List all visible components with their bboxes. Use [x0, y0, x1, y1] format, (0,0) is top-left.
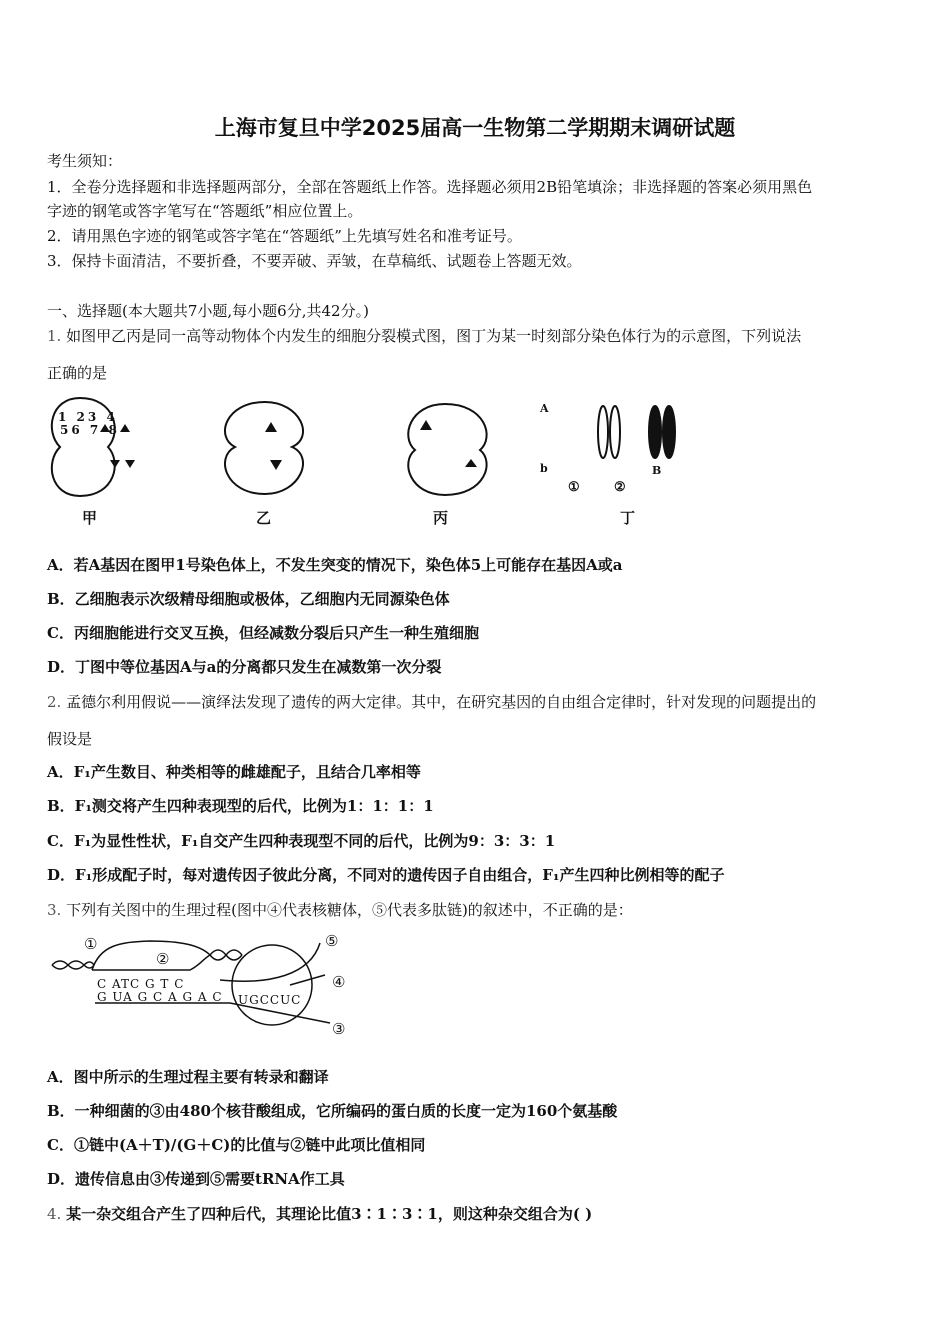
cell-division-figure: [40, 392, 680, 502]
notice-line: 1．全卷分选择题和非选择题两部分，全部在答题纸上作答。选择题必须用2B铅笔填涂；非选择题的答案必须用黑色: [47, 178, 813, 196]
figure-label: 丙: [433, 509, 449, 527]
figure-marker: ④: [332, 973, 346, 991]
option-b: B．一种细菌的③由480个核苷酸组成，它所编码的蛋白质的长度一定为160个氨基酸: [47, 1102, 618, 1120]
question-number: 4.: [47, 1205, 62, 1223]
chromosome-label: 8: [108, 423, 120, 437]
option-d: D．丁图中等位基因A与a的分离都只发生在减数第一次分裂: [47, 658, 442, 676]
chromosome-label: 2: [76, 410, 88, 424]
option-a: A．若A基因在图甲1号染色体上，不发生突变的情况下，染色体5上可能存在基因A或a: [47, 556, 623, 574]
option-d: D．遗传信息由③传递到⑤需要tRNA作工具: [47, 1170, 345, 1188]
codon-sequence: UGCCUC: [238, 993, 302, 1007]
question-number: 2.: [47, 693, 62, 711]
option-b: B．F₁测交将产生四种表现型的后代，比例为1：1：1：1: [47, 797, 434, 815]
figure-marker: ②: [156, 950, 170, 968]
gene-label: B: [652, 464, 662, 477]
chromosome-label: 6: [71, 423, 83, 437]
gene-label: A: [540, 402, 549, 415]
question-4: [47, 1204, 592, 1224]
question-1: [47, 326, 801, 346]
question-text: 下列有关图中的生理过程(图中④代表核糖体，⑤代表多肽链)的叙述中，不正确的是：: [66, 901, 633, 919]
figure-marker: ①: [568, 480, 580, 495]
notice-line: 2．请用黑色字迹的钢笔或答字笔在“答题纸”上先填写姓名和准考证号。: [47, 227, 522, 245]
question-text: 孟德尔利用假说——演绎法发现了遗传的两大定律。其中，在研究基因的自由组合定律时，针对发现的问题提出的: [66, 693, 817, 711]
notice-heading: 考生须知：: [47, 152, 123, 170]
question-number: 1.: [47, 327, 62, 345]
question-number: 3.: [47, 901, 62, 919]
question-text: 如图甲乙丙是同一高等动物体个内发生的细胞分裂模式图，图丁为某一时刻部分染色体行为的示意图，下列说法: [66, 327, 802, 345]
question-2: [47, 692, 816, 712]
option-a: A．图中所示的生理过程主要有转录和翻译: [47, 1068, 329, 1086]
figure-label: 甲: [82, 509, 98, 527]
page-title: 上海市复旦中学2025届高一生物第二学期期末调研试题: [214, 116, 736, 140]
gene-label: a: [652, 402, 660, 415]
option-c: C．①链中(A＋T)/(G＋C)的比值与②链中此项比值相同: [47, 1136, 426, 1154]
chromosome-label: 7: [89, 423, 102, 437]
rna-sequence: G UA G C A G A C: [97, 990, 223, 1004]
option-b: B．乙细胞表示次级精母细胞或极体，乙细胞内无同源染色体: [47, 590, 450, 608]
option-c: C．丙细胞能进行交叉互换，但经减数分裂后只产生一种生殖细胞: [47, 624, 479, 642]
chromosome-label: 3: [87, 410, 100, 424]
figure-label: 丁: [620, 509, 636, 527]
figure-marker: ③: [332, 1020, 346, 1038]
notice-line: 字迹的钢笔或答字笔写在“答题纸”相应位置上。: [47, 202, 363, 220]
notice-line: 3．保持卡面清洁，不要折叠，不要弄破、弄皱，在草稿纸、试题卷上答题无效。: [47, 252, 582, 270]
option-c: C．F₁为显性性状，F₁自交产生四种表现型不同的后代，比例为9：3：3：1: [47, 832, 556, 850]
question-text-cont: 假设是: [47, 730, 93, 748]
option-d: D．F₁形成配子时，每对遗传因子彼此分离，不同对的遗传因子自由组合，F₁产生四种比例相等的配子: [47, 866, 725, 884]
option-a: A．F₁产生数目、种类相等的雌雄配子，且结合几率相等: [47, 763, 421, 781]
question-text: 某一杂交组合产生了四种后代，其理论比值3∶1∶3∶1，则这种杂交组合为( ): [66, 1205, 593, 1223]
section-heading: 一、选择题(本大题共7小题,每小题6分,共42分。): [47, 302, 369, 320]
figure-marker: ①: [84, 935, 98, 953]
question-text-cont: 正确的是: [47, 364, 108, 382]
dna-sequence: C ATC G T C: [97, 977, 185, 991]
figure-marker: ⑤: [325, 932, 339, 950]
chromosome-label: 1: [58, 410, 70, 424]
chromosome-label: 4: [106, 410, 118, 424]
gene-label: b: [540, 462, 548, 475]
chromosome-labels-bottom: [60, 420, 120, 440]
figure-label: 乙: [256, 509, 272, 527]
chromosome-label: 5: [60, 423, 72, 437]
figure-marker: ②: [614, 480, 626, 495]
question-3: [47, 900, 633, 920]
